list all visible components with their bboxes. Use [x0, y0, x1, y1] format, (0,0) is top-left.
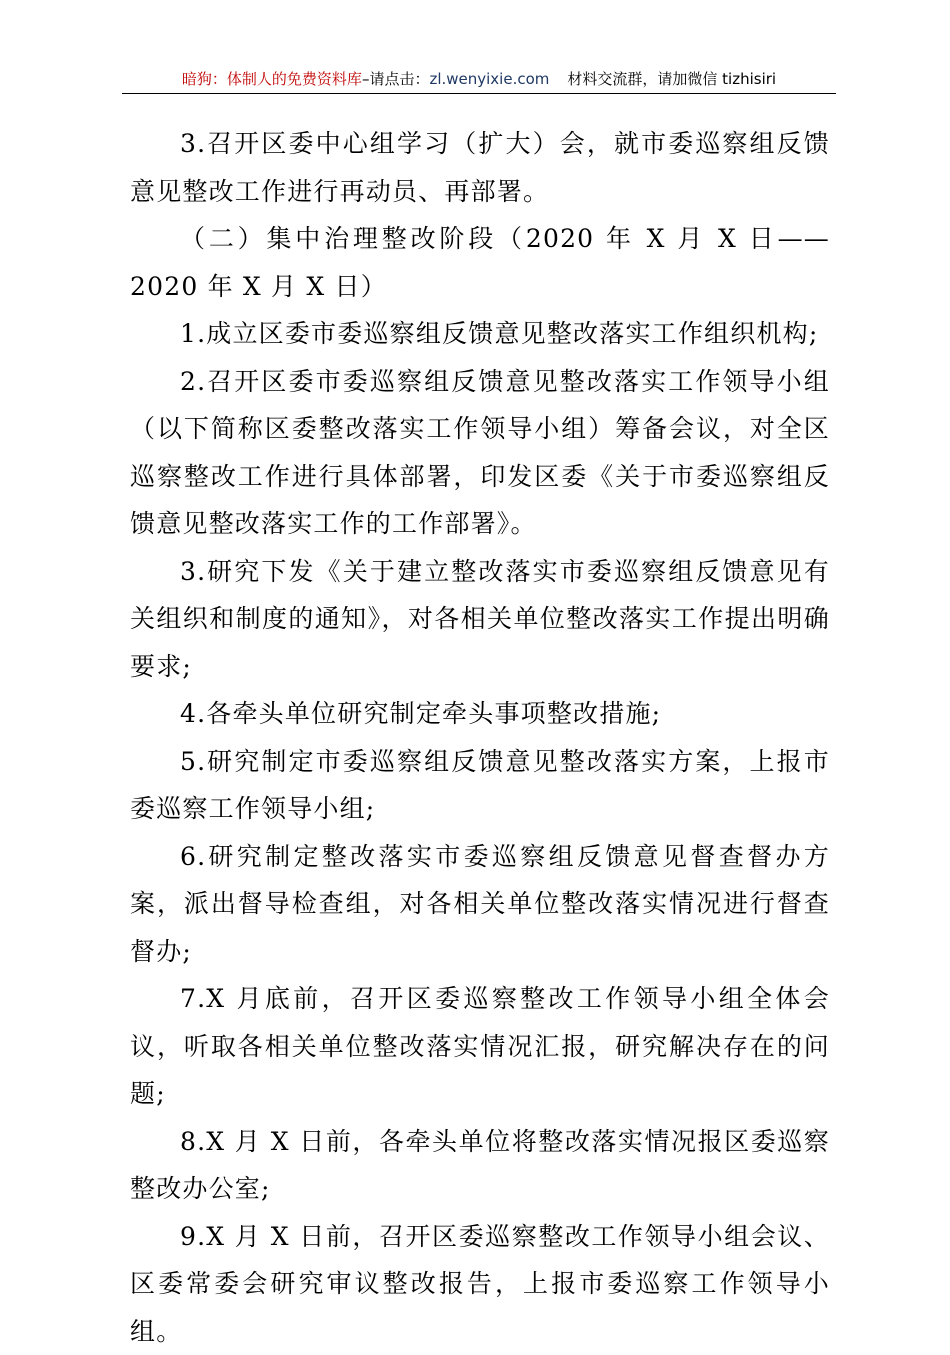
section-heading-second-stage: （二）集中治理整改阶段（2020 年 X 月 X 日——2020 年 X 月 X 日）	[130, 215, 830, 310]
paragraph-item-8: 8.X 月 X 日前，各牵头单位将整改落实情况报区委巡察整改办公室;	[130, 1118, 830, 1213]
paragraph-item-1: 1.成立区委市委巡察组反馈意见整改落实工作组织机构;	[130, 310, 830, 358]
paragraph-item-6: 6.研究制定整改落实市委巡察组反馈意见督查督办方案，派出督导检查组，对各相关单位整改落实情况进行督查督办;	[130, 833, 830, 976]
paragraph-item-2: 2.召开区委市委巡察组反馈意见整改落实工作领导小组（以下简称区委整改落实工作领导小组）筹备会议，对全区巡察整改工作进行具体部署，印发区委《关于市委巡察组反馈意见整改落实工作的工作部署》。	[130, 358, 830, 548]
header-wechat-note: 材料交流群，请加微信 tizhisiri	[567, 70, 776, 88]
document-body	[130, 120, 830, 1355]
paragraph-item-4: 4.各牵头单位研究制定牵头事项整改措施;	[130, 690, 830, 738]
page-header	[122, 66, 836, 94]
paragraph-item-3: 3.研究下发《关于建立整改落实市委巡察组反馈意见有关组织和制度的通知》，对各相关单位整改落实工作提出明确要求;	[130, 548, 830, 691]
header-site-name: 暗狗：体制人的免费资料库	[182, 70, 362, 88]
paragraph-item-9: 9.X 月 X 日前，召开区委巡察整改工作领导小组会议、区委常委会研究审议整改报告，上报市委巡察工作领导小组。	[130, 1213, 830, 1355]
header-click-prompt: –请点击：	[362, 70, 430, 88]
paragraph-item-7: 7.X 月底前，召开区委巡察整改工作领导小组全体会议，听取各相关单位整改落实情况汇报，研究解决存在的问题;	[130, 975, 830, 1118]
header-url-link[interactable]: zl.wenyixie.com	[429, 70, 549, 88]
paragraph-item-5: 5.研究制定市委巡察组反馈意见整改落实方案，上报市委巡察工作领导小组;	[130, 738, 830, 833]
paragraph-item-3-first-stage: 3.召开区委中心组学习（扩大）会，就市委巡察组反馈意见整改工作进行再动员、再部署。	[130, 120, 830, 215]
